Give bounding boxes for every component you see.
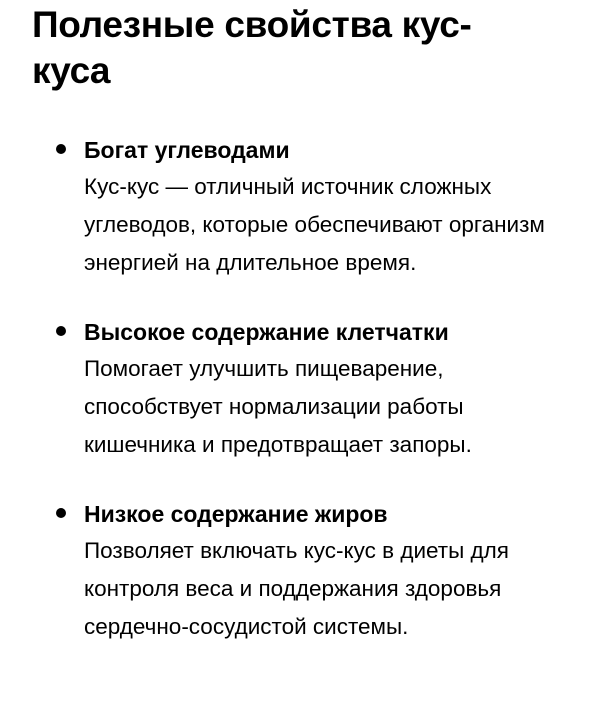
list-item (32, 314, 576, 464)
benefits-list (32, 132, 576, 646)
bullet-icon (56, 508, 66, 518)
bullet-icon (56, 326, 66, 336)
list-item-text: Помогает улучшить пищеварение, способствует нормализации работы кишечника и предотвращает запоры. (84, 356, 472, 457)
list-item-title: Высокое содержание клетчатки (84, 319, 449, 345)
bullet-icon (56, 144, 66, 154)
list-item-title: Низкое содержание жиров (84, 501, 388, 527)
list-item-title: Богат углеводами (84, 137, 290, 163)
list-item-text: Кус-кус — отличный источник сложных углеводов, которые обеспечивают организм энергией на длительное время. (84, 174, 545, 275)
list-item-text: Позволяет включать кус-кус в диеты для контроля веса и поддержания здоровья сердечно-сосудистой системы. (84, 538, 509, 639)
page-title: Полезные свойства кус-кусa (32, 4, 472, 91)
list-item (32, 132, 576, 282)
list-item (32, 496, 576, 646)
